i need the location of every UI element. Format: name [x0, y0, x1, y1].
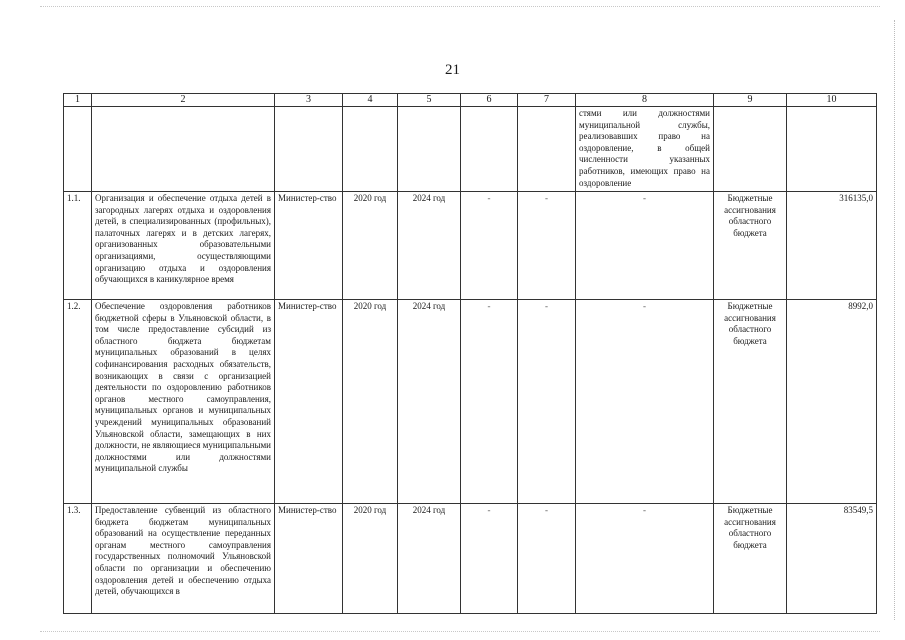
cell-empty	[343, 107, 398, 192]
column-header-5: 5	[398, 94, 461, 107]
end-year-cell: 2024 год	[398, 504, 461, 614]
amount-cell: 316135,0	[787, 192, 877, 300]
col6-cell: -	[461, 504, 518, 614]
table-row	[64, 192, 877, 300]
end-year-cell: 2024 год	[398, 300, 461, 504]
column-header-2: 2	[92, 94, 275, 107]
col7-cell: -	[518, 192, 576, 300]
end-year-cell: 2024 год	[398, 192, 461, 300]
column-header-7: 7	[518, 94, 576, 107]
scan-artifact-bottom	[40, 631, 880, 633]
column-number-row	[64, 94, 877, 107]
column-header-9: 9	[714, 94, 787, 107]
cell-empty	[461, 107, 518, 192]
page-number: 21	[445, 62, 460, 78]
row-number: 1.1.	[64, 192, 92, 300]
start-year-cell: 2020 год	[343, 192, 398, 300]
column-header-1: 1	[64, 94, 92, 107]
column-header-10: 10	[787, 94, 877, 107]
scan-artifact-top	[40, 6, 880, 8]
measure-description: Обеспечение оздоровления работников бюджетной сферы в Ульяновской области, в том числе предоставление субсидий из областного бюджета бюджетам муниципальных образований в целях софинансирования расходных обязательств, возникающих в связи с организацией деятельности по оздоровлению работников органов местного самоуправления, муниципальных органов и муниципальных учреждений муниципальных образований Ульяновской области, замещающих в них должности, не являющиеся муниципальными должностями или должностями муниципальной службы	[92, 300, 275, 504]
column-header-8: 8	[576, 94, 714, 107]
col6-cell: -	[461, 300, 518, 504]
measure-description: Предоставление субвенций из областного бюджета бюджетам муниципальных образований на осуществление переданных органам местного самоуправления государственных полномочий Ульяновской области по организации и обеспечению оздоровления детей и обеспечению отдыха детей, обучающихся в	[92, 504, 275, 614]
cell-empty	[518, 107, 576, 192]
indicator-cell: стями или должностями муниципальной службы, реализовавших право на оздоровление, в общей численности указанных работников, имеющих право на оздоровление	[576, 107, 714, 192]
indicator-cell: -	[576, 504, 714, 614]
measure-description: Организация и обеспечение отдыха детей в загородных лагерях отдыха и оздоровления детей, в специализированных (профильных), палаточных лагерях и в детских лагерях, организованных образовательными организациями, осуществляющими организацию отдыха и оздоровления обучающихся в каникулярное время	[92, 192, 275, 300]
start-year-cell: 2020 год	[343, 300, 398, 504]
start-year-cell: 2020 год	[343, 504, 398, 614]
funding-source-cell: Бюджетные ассигнования областного бюджета	[714, 300, 787, 504]
cell-empty	[714, 107, 787, 192]
cell-empty	[787, 107, 877, 192]
indicator-cell: -	[576, 300, 714, 504]
col7-cell: -	[518, 504, 576, 614]
cell-empty	[64, 107, 92, 192]
column-header-6: 6	[461, 94, 518, 107]
funding-source-cell: Бюджетные ассигнования областного бюджета	[714, 192, 787, 300]
row-number: 1.3.	[64, 504, 92, 614]
cell-empty	[92, 107, 275, 192]
indicator-cell: -	[576, 192, 714, 300]
cell-empty	[275, 107, 343, 192]
executor-cell: Министер-ство	[275, 504, 343, 614]
table-row	[64, 504, 877, 614]
executor-cell: Министер-ство	[275, 300, 343, 504]
cell-empty	[398, 107, 461, 192]
col6-cell: -	[461, 192, 518, 300]
table-row	[64, 300, 877, 504]
funding-source-cell: Бюджетные ассигнования областного бюджета	[714, 504, 787, 614]
amount-cell: 83549,5	[787, 504, 877, 614]
column-header-4: 4	[343, 94, 398, 107]
column-header-3: 3	[275, 94, 343, 107]
col7-cell: -	[518, 300, 576, 504]
amount-cell: 8992,0	[787, 300, 877, 504]
program-table	[63, 93, 877, 614]
row-number: 1.2.	[64, 300, 92, 504]
executor-cell: Министер-ство	[275, 192, 343, 300]
scan-artifact-edge	[894, 20, 895, 620]
table-row-continued	[64, 107, 877, 192]
